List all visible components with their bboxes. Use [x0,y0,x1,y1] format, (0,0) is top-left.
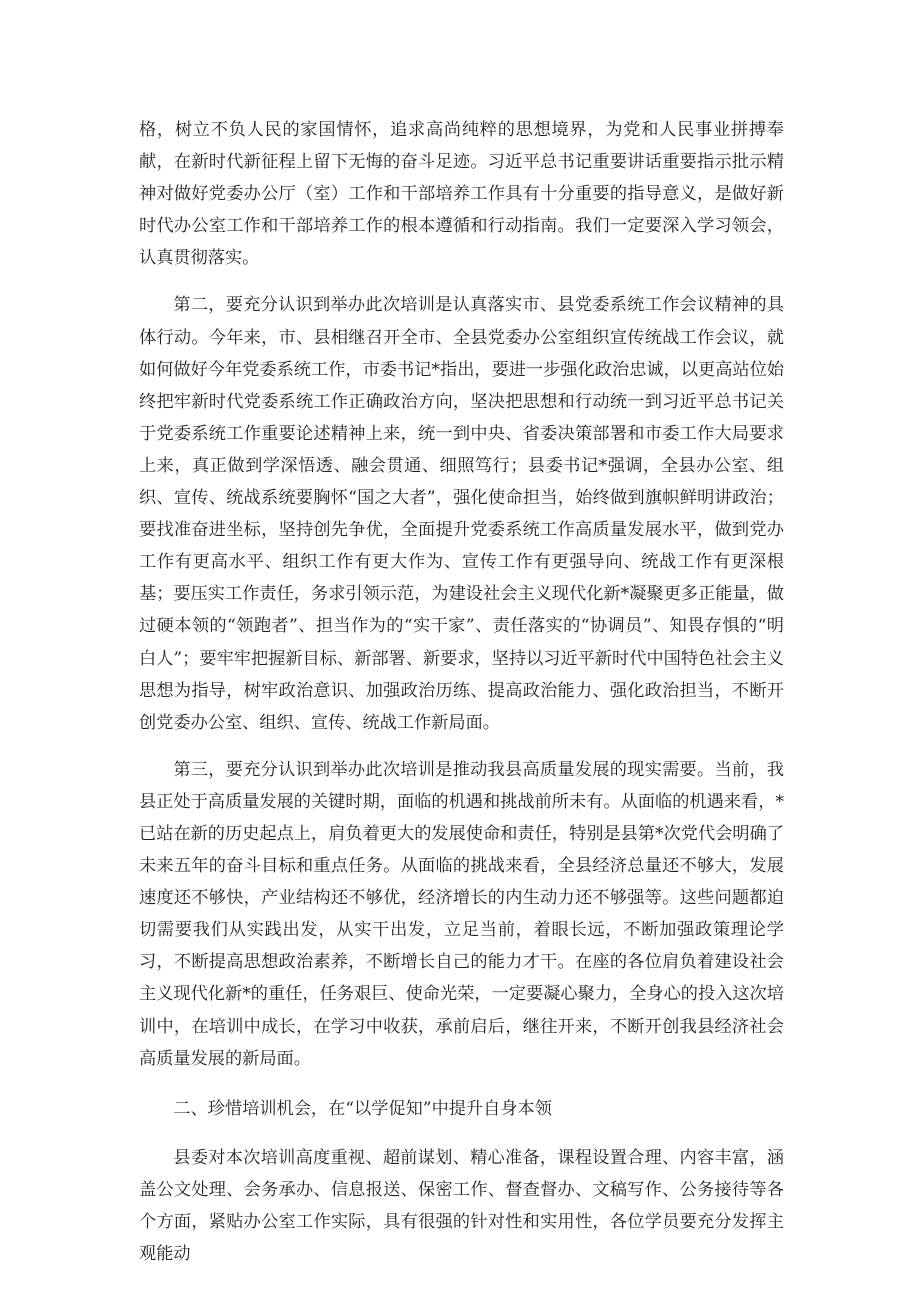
paragraph-third: 第三，要充分认识到举办此次培训是推动我县高质量发展的现实需要。当前，我县正处于高质量发展的关键时期，面临的机遇和挑战前所未有。从面临的机遇来看，*已站在新的历史起点上，肩负着更大的发展使命和责任，特别是县第*次党代会明确了未来五年的奋斗目标和重点任务。从面临的挑战来看，全县经济总量还不够大，发展速度还不够快，产业结构还不够优，经济增长的内生动力还不够强等。这些问题都迫切需要我们从实践出发，从实干出发，立足当前，着眼长远，不断加强政策理论学习，不断提高思想政治素养，不断增长自己的能力才干。在座的各位肩负着建设社会主义现代化新*的重任，任务艰巨、使命光荣，一定要凝心聚力，全身心的投入这次培训中，在培训中成长，在学习中收获，承前启后，继往开来，不断开创我县经济社会高质量发展的新局面。 [139,759,784,1069]
section-heading: 二、珍惜培训机会，在“以学促知”中提升自身本领 [173,1098,552,1119]
paragraph-continuation: 格，树立不负人民的家国情怀，追求高尚纯粹的思想境界，为党和人民事业拼搏奉献，在新时代新征程上留下无悔的奋斗足迹。习近平总书记重要讲话重要指示批示精神对做好党委办公厅（室）工作和干部培养工作具有十分重要的指导意义，是做好新时代办公室工作和干部培养工作的根本遵循和行动指南。我们一定要深入学习领会，认真贯彻落实。 [139,120,784,269]
document-body [139,114,784,1270]
paragraph-section-intro: 县委对本次培训高度重视、超前谋划、精心准备，课程设置合理、内容丰富，涵盖公文处理、会务承办、信息报送、保密工作、督查督办、文稿写作、公务接待等各个方面，紧贴办公室工作实际，具有很强的针对性和实用性，各位学员要充分发挥主观能动 [139,1147,784,1265]
paragraph-second: 第二，要充分认识到举办此次培训是认真落实市、县党委系统工作会议精神的具体行动。今年来，市、县相继召开全市、全县党委办公室组织宣传统战工作会议，就如何做好今年党委系统工作，市委书记*指出，要进一步强化政治忠诚，以更高站位始终把牢新时代党委系统工作正确政治方向，坚决把思想和行动统一到习近平总书记关于党委系统工作重要论述精神上来，统一到中央、省委决策部署和市委工作大局要求上来，真正做到学深悟透、融会贯通、细照笃行；县委书记*强调，全县办公室、组织、宣传、统战系统要胸怀“国之大者”，强化使命担当，始终做到旗帜鲜明讲政治；要找准奋进坐标，坚持创先争优，全面提升党委系统工作高质量发展水平，做到党办工作有更高水平、组织工作有更大作为、宣传工作有更强导向、统战工作有更深根基；要压实工作责任，务求引领示范，为建设社会主义现代化新*凝聚更多正能量，做过硬本领的“领跑者”、担当作为的“实干家”、责任落实的“协调员”、知畏存惧的“明白人”；要牢牢把握新目标、新部署、新要求，坚持以习近平新时代中国特色社会主义思想为指导，树牢政治意识、加强政治历练、提高政治能力、强化政治担当，不断开创党委办公室、组织、宣传、统战工作新局面。 [139,295,784,733]
